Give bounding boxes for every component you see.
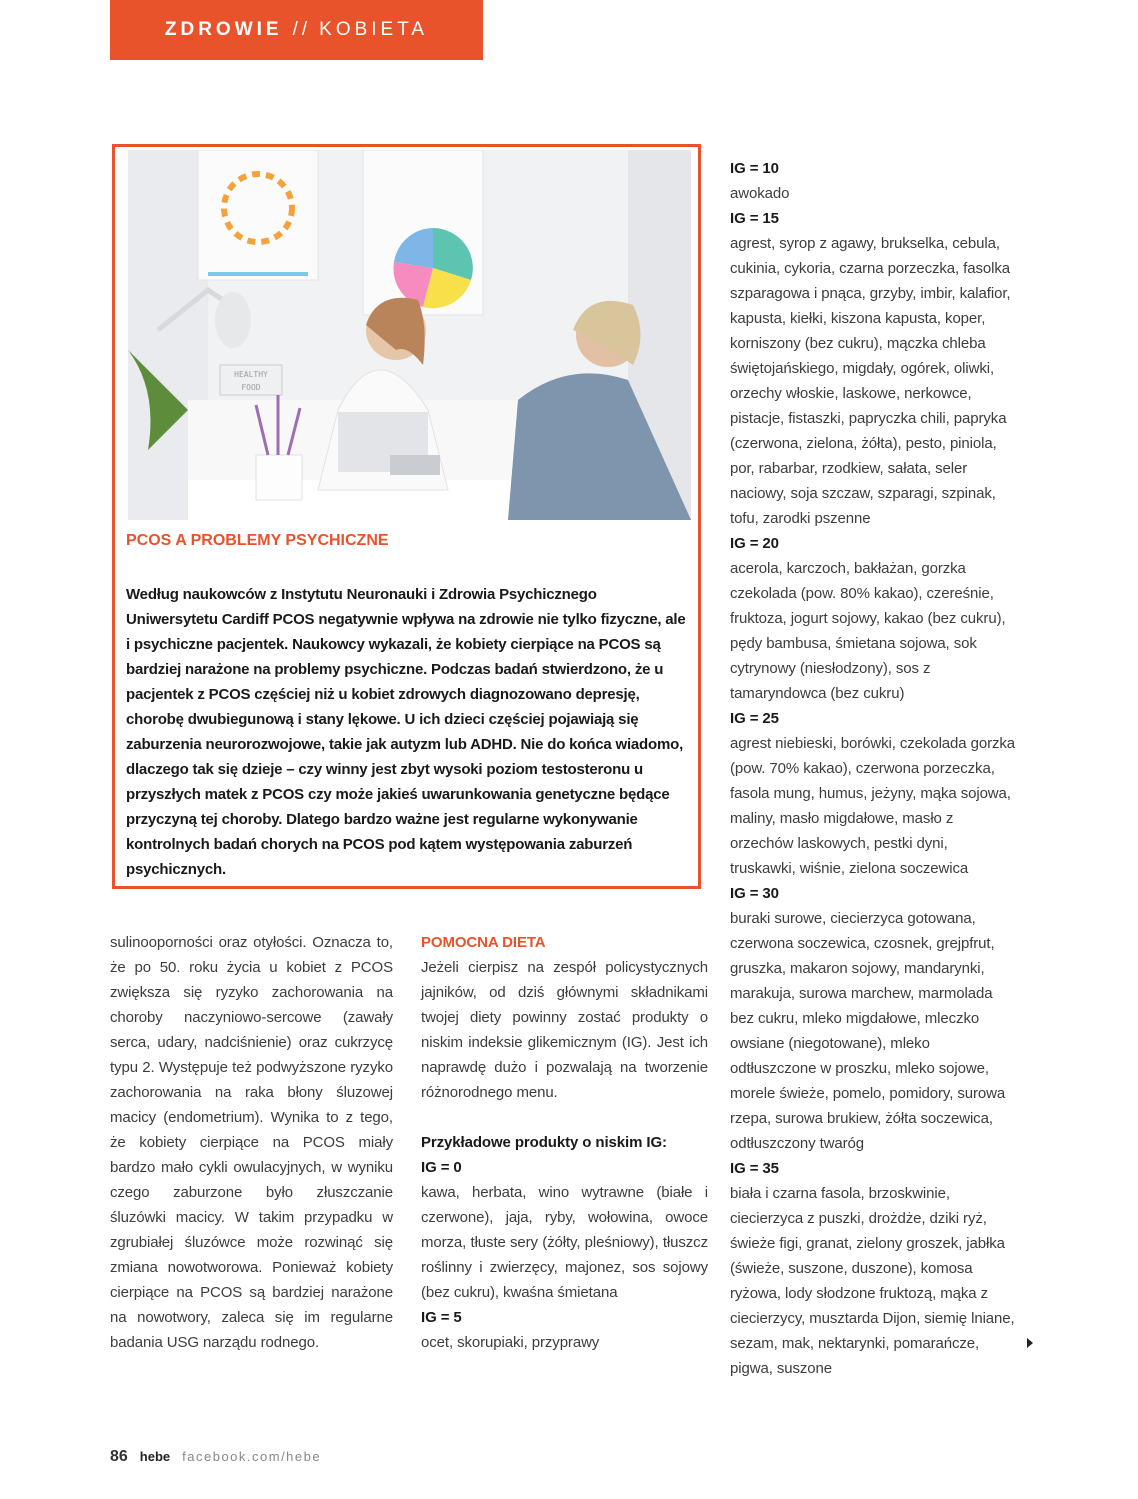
column-1 <box>110 930 393 1355</box>
box-title: PCOS A PROBLEMY PSYCHICZNE <box>126 532 389 549</box>
brand-logo: hebe <box>139 1449 171 1464</box>
sign-line-2: FOOD <box>241 383 261 392</box>
diet-section-title: POMOCNA DIETA <box>421 934 546 951</box>
ig-items: acerola, karczoch, bakłażan, gorzka czekolada (pow. 80% kakao), czereśnie, fruktoza, jogurt sojowy, kakao (bez cukru), pędy bambusa, śmietana sojowa, sok cytrynowy (niesłodzony), sos z tamaryndowca (bez cukru) <box>730 560 1006 702</box>
ig-items: biała i czarna fasola, brzoskwinie, ciecierzyca z puszki, drożdże, dziki ryż, świeże figi, granat, zielony groszek, jabłka (świeże, suszone, duszone), komosa ryżowa, lody słodzone fruktozą, mąka z ciecierzycy, musztarda Dijon, siemię lniane, sezam, mak, nektarynki, pomarańcze, pigwa, suszone <box>730 1185 1015 1377</box>
ig-label: IG = 25 <box>730 710 779 727</box>
doctor-consultation-photo <box>128 150 691 520</box>
ig-items: awokado <box>730 185 790 202</box>
column-3 <box>730 156 1017 1381</box>
section-header-bar <box>110 0 483 60</box>
ig-items: kawa, herbata, wino wytrawne (białe i czerwone), jaja, ryby, wołowina, owoce morza, tłuste sery (żółty, pleśniowy), tłuszcz roślinny i zwierzęcy, majonez, sos sojowy (bez cukru), kwaśna śmietana <box>421 1184 708 1301</box>
subsection-label: KOBIETA <box>319 19 429 40</box>
sign-line-1: HEALTHY <box>234 370 268 379</box>
ig-label: IG = 5 <box>421 1309 462 1326</box>
facebook-link[interactable]: facebook.com/hebe <box>182 1449 322 1464</box>
column-2 <box>421 930 708 1355</box>
ig-label: IG = 30 <box>730 885 779 902</box>
page-footer <box>110 1448 321 1466</box>
column-1-text: sulinooporności oraz otyłości. Oznacza to, że po 50. roku życia u kobiet z PCOS zwiększa się ryzyko zachorowania na choroby naczyniowo-sercowe (zawały serca, udary, nadciśnienie) oraz cukrzycę typu 2. Występuje też podwyższone ryzyko zachorowania na raka błony śluzowej macicy (endometrium). Wynika to z tego, że kobiety cierpiące na PCOS miały bardzo mało cykli owulacyjnych, w wyniku czego zaburzone było złuszczanie śluzówki macicy. W takim przypadku w zgrubiałej śluzówce może rozwinąć się zmiana nowotworowa. Ponieważ kobiety cierpiące na PCOS są bardziej narażone na nowotwory, zaleca się im regularne badania USG narządu rodnego. <box>110 934 393 1351</box>
continue-arrow-icon <box>1027 1338 1033 1348</box>
ig-label: IG = 10 <box>730 160 779 177</box>
ig-label: IG = 0 <box>421 1159 462 1176</box>
box-text: Według naukowców z Instytutu Neuronauki i Zdrowia Psychicznego Uniwersytetu Cardiff PCOS negatywnie wpływa na zdrowie nie tylko fizyczne, ale i psychiczne pacjentek. Naukowcy wykazali, że kobiety cierpiące na PCOS są bardziej narażone na problemy psychiczne. Podczas badań stwierdzono, że u pacjentek z PCOS częściej niż u kobiet zdrowych diagnozowano depresję, chorobę dwubiegunową i stany lękowe. U ich dzieci częściej pojawiają się zaburzenia neurorozwojowe, takie jak autyzm lub ADHD. Nie do końca wiadomo, dlaczego tak się dzieje – czy winny jest zbyt wysoki poziom testosteronu u przyszłych matek z PCOS czy może jakieś uwarunkowania genetyczne będące przyczyną tej choroby. Dlatego bardzo ważne jest regularne wykonywanie kontrolnych badań chorych na PCOS pod kątem występowania zaburzeń psychicznych. <box>126 586 686 878</box>
ig-items: ocet, skorupiaki, przyprawy <box>421 1334 600 1351</box>
ig-label: IG = 20 <box>730 535 779 552</box>
page-number: 86 <box>110 1448 128 1465</box>
section-separator: // <box>292 19 312 40</box>
ig-label: IG = 15 <box>730 210 779 227</box>
diet-intro: Jeżeli cierpisz na zespół policystycznych jajników, od dziś głównymi składnikami twojej diety powinny zostać produkty o niskim indeksie glikemicznym (IG). Jest ich naprawdę dużo i pozwalają na tworzenie różnorodnego menu. <box>421 959 708 1101</box>
ig-label: IG = 35 <box>730 1160 779 1177</box>
ig-items: buraki surowe, ciecierzyca gotowana, czerwona soczewica, czosnek, grejpfrut, gruszka, makaron sojowy, mandarynki, marakuja, surowa marchew, marmolada bez cukru, mleko migdałowe, mleczko owsiane (niegotowane), mleko odtłuszczone w proszku, mleko sojowe, morele świeże, pomelo, pomidory, surowa rzepa, surowa brukiew, żółta soczewica, odtłuszczony twaróg <box>730 910 1006 1152</box>
products-subhead: Przykładowe produkty o niskim IG: <box>421 1134 667 1151</box>
ig-items: agrest, syrop z agawy, brukselka, cebula, cukinia, cykoria, czarna porzeczka, fasolka szparagowa i pnąca, grzyby, imbir, kalafior, kapusta, kiełki, kiszona kapusta, koper, korniszony (bez cukru), mączka chleba świętojańskiego, migdały, ogórek, oliwki, orzechy włoskie, laskowe, nerkowce, pistacje, fistaszki, papryczka chili, papryka (czerwona, zielona, żółta), pesto, piniola, por, rabarbar, rzodkiew, sałata, seler naciowy, soja szczaw, szparagi, szpinak, tofu, zarodki pszenne <box>730 235 1011 527</box>
section-label: ZDROWIE <box>164 19 283 40</box>
ig-items: agrest niebieski, borówki, czekolada gorzka (pow. 70% kakao), czerwona porzeczka, fasola mung, humus, jeżyny, mąka sojowa, maliny, masło migdałowe, masło z orzechów laskowych, pestki dyni, truskawki, wiśnie, zielona soczewica <box>730 735 1016 877</box>
